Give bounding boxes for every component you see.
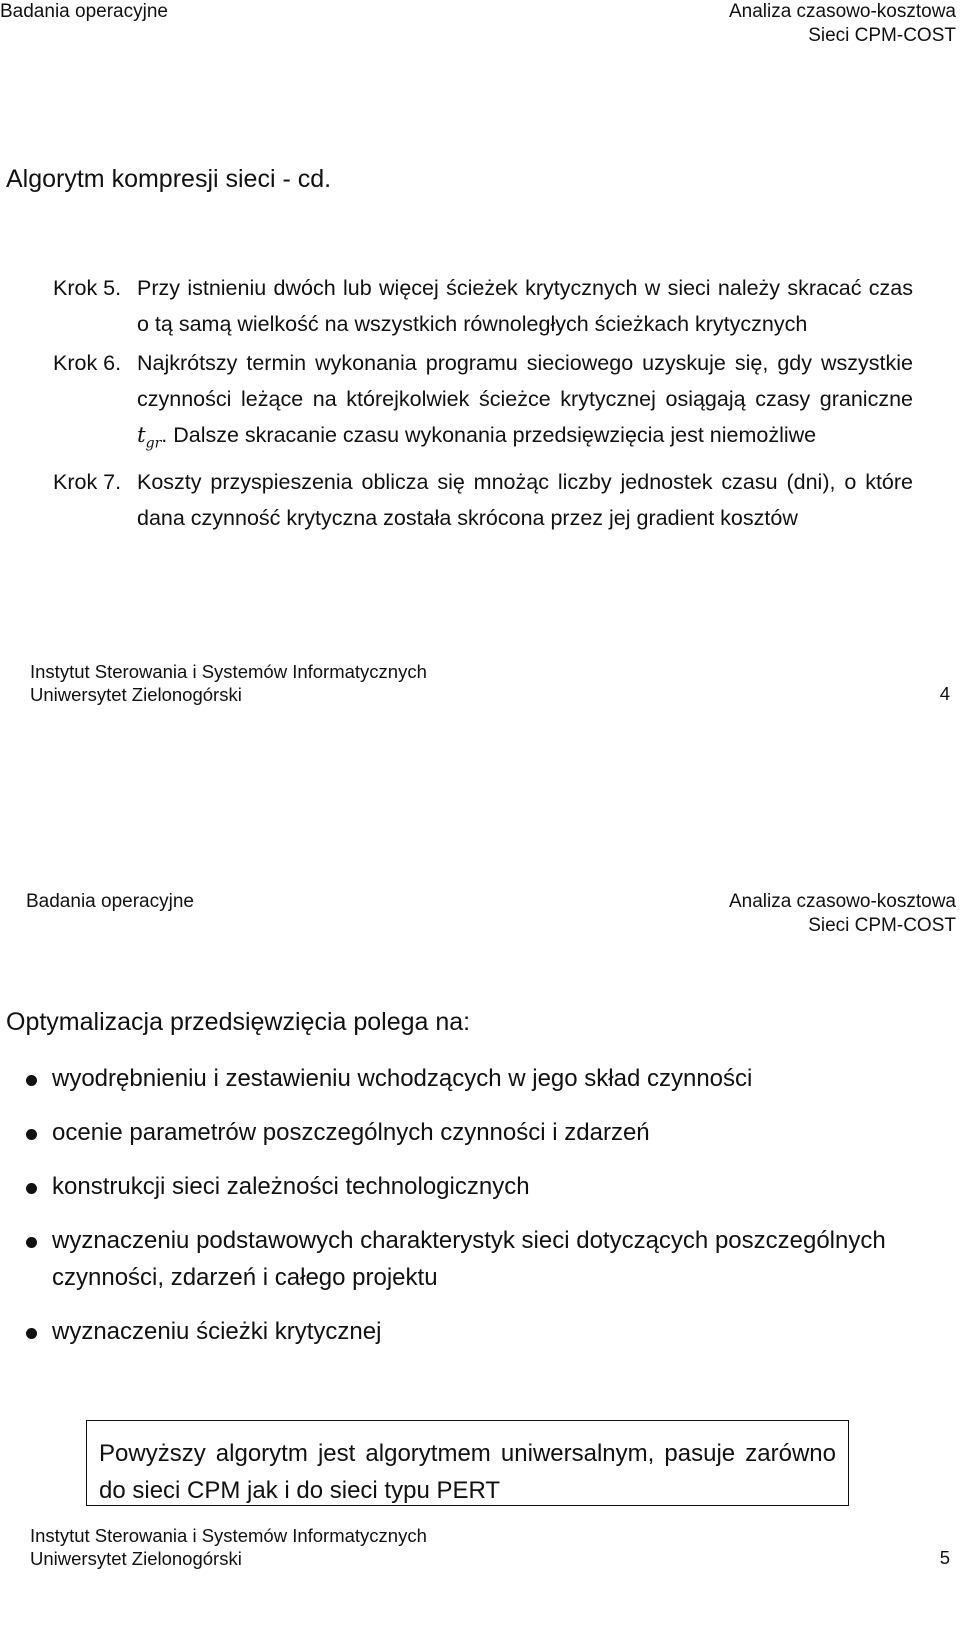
slide-heading: Optymalizacja przedsięwzięcia polega na: (6, 1008, 471, 1036)
footer-line2: Uniwersytet Zielonogórski (30, 1548, 242, 1569)
header-topic (729, 0, 956, 48)
header-topic-line2: Sieci CPM-COST (808, 915, 956, 936)
step-6 (53, 345, 913, 461)
list-item-text: wyznaczeniu ścieżki krytycznej (52, 1318, 382, 1345)
bullet-icon (26, 1328, 37, 1339)
header-topic-line1: Analiza czasowo-kosztowa (728, 1, 956, 22)
list-item-text: wyodrębnieniu i zestawieniu wchodzących w jego skład czynności (52, 1065, 753, 1092)
list-item-text: wyznaczeniu podstawowych charakterystyk sieci dotyczących poszczególnych czynności, zdarzeń i całego projektu (52, 1227, 886, 1291)
header-course-title: Badania operacyjne (0, 1, 168, 22)
step-text-part: . Dalsze skracanie czasu wykonania przedsięwzięcia jest niemożliwe (161, 423, 817, 447)
footer-line2: Uniwersytet Zielonogórski (30, 684, 242, 705)
step-label: Krok 7. (53, 470, 122, 495)
list-item (26, 1313, 926, 1350)
bullet-icon (26, 1129, 37, 1140)
math-t-gr (137, 423, 162, 452)
math-base: t (137, 423, 146, 448)
bullet-icon (26, 1183, 37, 1194)
step-text: Przy istnieniu dwóch lub więcej ścieżek krytycznych w sieci należy skracać czas o tą samą wielkość na wszystkich równoległych ścieżkach krytycznych (137, 276, 913, 336)
step-5 (53, 270, 913, 342)
header-topic-line2: Sieci CPM-COST (808, 25, 956, 46)
step-text (137, 345, 913, 461)
slide-page-5 (0, 890, 960, 1636)
step-label: Krok 6. (53, 351, 122, 375)
footer-institution (30, 1524, 427, 1570)
footer-line1: Instytut Sterowania i Systemów Informatycznych (30, 661, 427, 682)
list-item-text: ocenie parametrów poszczególnych czynności i zdarzeń (52, 1119, 650, 1146)
list-item (26, 1168, 926, 1205)
bullet-icon (26, 1075, 37, 1086)
page-number: 5 (939, 1547, 950, 1568)
list-item-text: konstrukcji sieci zależności technologicznych (52, 1173, 530, 1200)
math-subscript: gr (145, 435, 162, 452)
header-topic-line1: Analiza czasowo-kosztowa (728, 891, 956, 912)
bullet-icon (26, 1237, 37, 1248)
slide-page-4 (0, 0, 960, 740)
step-7 (53, 464, 913, 536)
list-item (26, 1114, 926, 1151)
list-item (26, 1060, 926, 1097)
step-label: Krok 5. (53, 276, 122, 300)
page-number: 4 (939, 683, 950, 704)
step-text-part: Najkrótszy termin wykonania programu sieciowego uzyskuje się, gdy wszystkie czynności leżące na którejkolwiek ścieżce krytycznej osiągają czasy graniczne (137, 351, 913, 411)
list-item (26, 1222, 926, 1296)
steps-list (53, 270, 913, 539)
header-topic (729, 890, 956, 938)
header-course-title: Badania operacyjne (26, 891, 194, 912)
slide-heading: Algorytm kompresji sieci - cd. (6, 165, 332, 193)
footer-institution (30, 660, 427, 706)
footer-line1: Instytut Sterowania i Systemów Informatycznych (30, 1525, 427, 1546)
step-text: Koszty przyspieszenia oblicza się mnożąc liczby jednostek czasu (dni), o które dana czynność krytyczna została skrócona przez jej gradient kosztów (137, 470, 913, 531)
bullet-list (26, 1060, 926, 1367)
note-box: Powyższy algorytm jest algorytmem uniwersalnym, pasuje zarówno do sieci CPM jak i do sieci typu PERT (86, 1420, 849, 1506)
